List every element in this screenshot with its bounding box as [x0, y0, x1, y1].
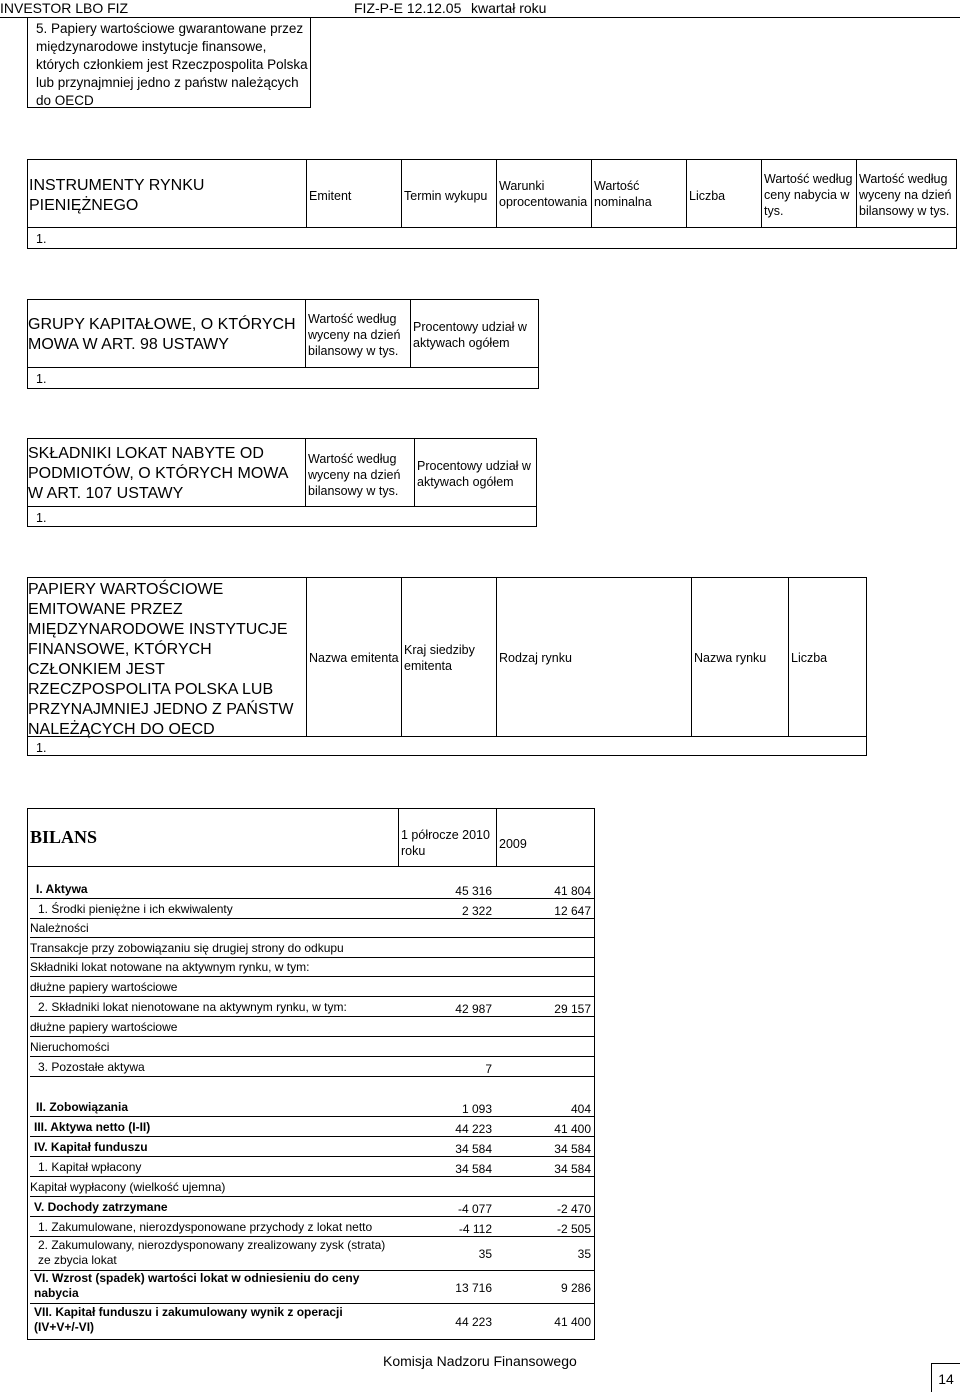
bilans-row-label: Transakcje przy zobowiązaniu się drugiej strony do odkupu [30, 941, 344, 955]
col-liczba: Liczba [791, 651, 828, 665]
bilans-row-label: 1. Zakumulowane, nierozdysponowane przychody z lokat netto [38, 1220, 373, 1234]
bilans-row-label: V. Dochody zatrzymane [34, 1200, 168, 1214]
page-number: 14 [931, 1363, 960, 1392]
bilans-row-value-2010: 42 987 [455, 1002, 492, 1016]
bilans-row-value-2010: 2 322 [461, 904, 492, 918]
bilans-row-value-2010: 1 093 [461, 1102, 492, 1116]
col-wycena-bilansowa: Wartość według wyceny na dzień bilansowy w tys. [308, 452, 401, 498]
bilans-row-label: 3. Pozostałe aktywa [38, 1060, 145, 1074]
bilans-row-label: 2. Składniki lokat nienotowane na aktywnym rynku, w tym: [38, 1000, 347, 1014]
row-number: 1. [36, 511, 47, 525]
bilans-row-value-2010: 44 223 [455, 1315, 492, 1329]
col-nazwa-emitenta: Nazwa emitenta [309, 651, 399, 665]
col-wartosc-nominalna: Wartość nominalna [594, 179, 652, 209]
bilans-row-label: Należności [30, 921, 89, 935]
instrumenty-title: INSTRUMENTY RYNKU PIENIĘŻNEGO [29, 177, 205, 214]
bilans-row-label: 1. Kapitał wpłacony [38, 1160, 142, 1174]
bilans-row-value-2009: 34 584 [554, 1162, 591, 1176]
bilans-row-value-2009: 41 804 [554, 884, 591, 898]
col-wycena-bilansowa: Wartość według wyceny na dzień bilansowy w tys. [859, 172, 952, 218]
bilans-row-label: dłużne papiery wartościowe [30, 980, 178, 994]
fund-name: INVESTOR LBO FIZ [0, 0, 129, 16]
bilans-row-value-2009: -2 470 [556, 1202, 591, 1216]
bilans-row-value-2009: 12 647 [554, 904, 591, 918]
bilans-row-value-2009: 29 157 [554, 1002, 591, 1016]
col-liczba: Liczba [689, 189, 726, 203]
col-wycena-bilansowa: Wartość według wyceny na dzień bilansowy w tys. [308, 312, 401, 358]
bilans-row-label: IV. Kapitał funduszu [34, 1140, 148, 1154]
col-procentowy-udzial: Procentowy udział w aktywach ogółem [417, 459, 531, 489]
bilans-row-value-2010: 34 584 [455, 1162, 492, 1176]
papiery-title: PAPIERY WARTOŚCIOWE EMITOWANE PRZEZ MIĘDZYNARODOWE INSTYTUCJE FINANSOWE, KTÓRYCH CZŁONKIEM JEST RZECZPOSPOLITA POLSKA LUB PRZYNAJMNIEJ JEDNO Z PAŃSTW NALEŻĄCYCH DO OECD [28, 581, 294, 738]
bilans-row-value-2010: 7 [485, 1062, 492, 1076]
bilans-row-value-2009: 35 [577, 1247, 591, 1261]
bilans-row-label: Nieruchomości [30, 1040, 110, 1054]
bilans-row-value-2010: 35 [478, 1247, 492, 1261]
col-2009: 2009 [499, 837, 527, 851]
col-polrocze-2010: 1 półrocze 2010 roku [401, 828, 490, 858]
row-number: 1. [36, 741, 47, 755]
col-procentowy-udzial: Procentowy udział w aktywach ogółem [413, 320, 527, 350]
skladniki-title: SKŁADNIKI LOKAT NABYTE OD PODMIOTÓW, O KTÓRYCH MOWA W ART. 107 USTAWY [28, 445, 288, 502]
col-termin-wykupu: Termin wykupu [404, 189, 488, 203]
col-cena-nabycia: Wartość według ceny nabycia w tys. [764, 172, 853, 218]
bilans-row-value-2010: 13 716 [455, 1281, 492, 1295]
bilans-row-value-2009: 404 [570, 1102, 591, 1116]
col-kraj-siedziby: Kraj siedziby emitenta [404, 643, 475, 673]
bilans-row-value-2010: 44 223 [455, 1122, 492, 1136]
grupy-title: GRUPY KAPITAŁOWE, O KTÓRYCH MOWA W ART. 98 USTAWY [28, 316, 296, 353]
bilans-row-label: Składniki lokat notowane na aktywnym rynku, w tym: [30, 960, 310, 974]
section5-title: 5. Papiery wartościowe gwarantowane przez międzynarodowe instytucje finansowe, których członkiem jest Rzeczpospolita Polska lub przynajmniej jedno z państw należących do OECD [36, 21, 308, 108]
bilans-row-label: II. Zobowiązania [36, 1100, 129, 1114]
row-number: 1. [36, 232, 47, 246]
bilans-row-value-2009: 41 400 [554, 1122, 591, 1136]
bilans-title: BILANS [30, 827, 98, 847]
bilans-row-value-2009: 41 400 [554, 1315, 591, 1329]
bilans-row-label: dłużne papiery wartościowe [30, 1020, 178, 1034]
bilans-row-label: 1. Środki pieniężne i ich ekwiwalenty [38, 902, 233, 916]
col-emitent: Emitent [309, 189, 352, 203]
bilans-row-value-2010: 34 584 [455, 1142, 492, 1156]
bilans-row-value-2009: 9 286 [560, 1281, 591, 1295]
bilans-row-value-2010: -4 077 [457, 1202, 492, 1216]
bilans-row-label: VI. Wzrost (spadek) wartości lokat w odniesieniu do ceny nabycia [34, 1271, 360, 1300]
form-code: FIZ-P-E 12.12.05 [354, 0, 462, 16]
bilans-row-label: Kapitał wypłacony (wielkość ujemna) [30, 1180, 226, 1194]
bilans-row-label: III. Aktywa netto (I-II) [34, 1120, 151, 1134]
footer-text: Komisja Nadzoru Finansowego [383, 1353, 577, 1369]
bilans-row-value-2009: 34 584 [554, 1142, 591, 1156]
period-label: kwartał roku [471, 0, 547, 16]
bilans-row-value-2010: 45 316 [455, 884, 492, 898]
col-rodzaj-rynku: Rodzaj rynku [499, 651, 572, 665]
col-warunki: Warunki oprocentowania [499, 179, 588, 209]
bilans-row-label: 2. Zakumulowany, nierozdysponowany zrealizowany zysk (strata) ze zbycia lokat [38, 1238, 386, 1267]
col-nazwa-rynku: Nazwa rynku [694, 651, 767, 665]
bilans-row-label: VII. Kapitał funduszu i zakumulowany wynik z operacji (IV+V+/-VI) [34, 1305, 343, 1334]
bilans-row-label: I. Aktywa [36, 882, 88, 896]
bilans-row-value-2010: -4 112 [458, 1222, 492, 1236]
bilans-row-value-2009: -2 505 [556, 1222, 591, 1236]
row-number: 1. [36, 372, 47, 386]
